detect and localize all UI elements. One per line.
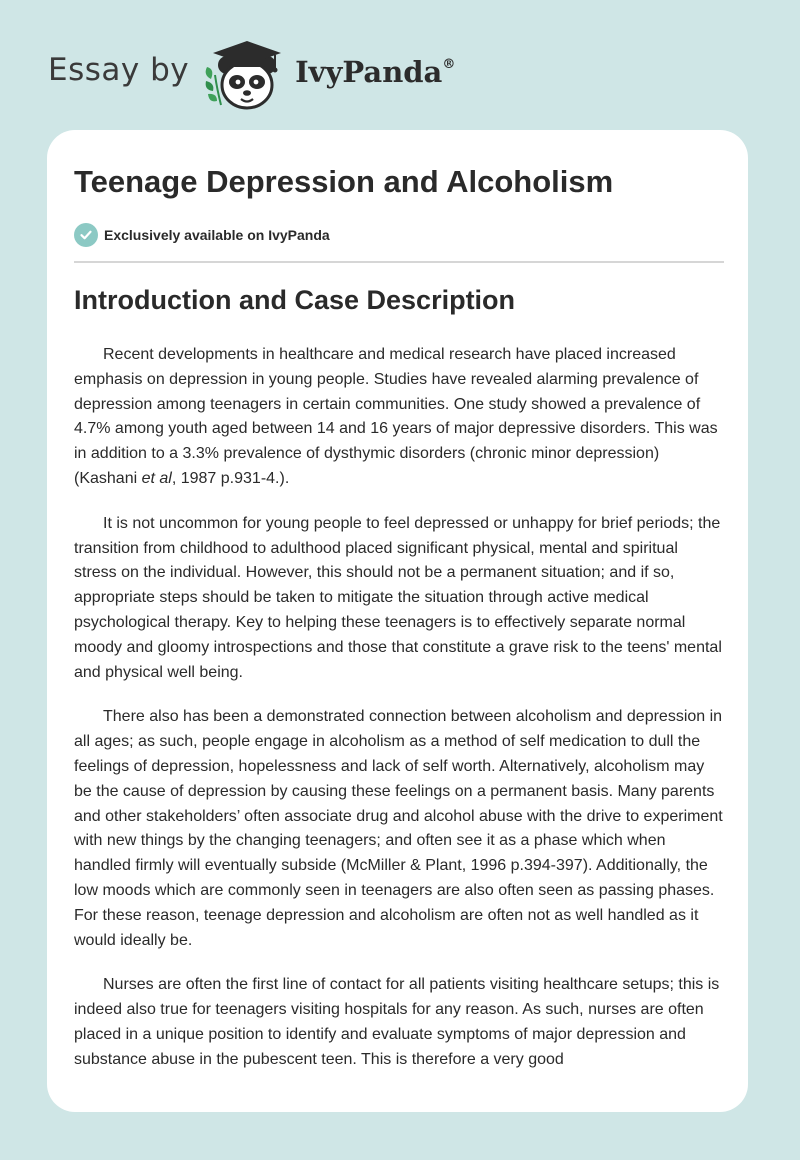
essay-by-label: Essay by <box>48 52 190 88</box>
check-circle-icon <box>74 223 98 247</box>
paragraph-1: Recent developments in healthcare and medical research have placed increased emphasis on depression in young people. Studies have revealed alarming prevalence of depression among teenagers in certain communities. One study showed a prevalence of 4.7% among youth aged between 14 and 16 years of major depressive disorders. This was in addition to a 3.3% prevalence of dysthymic disorders (chronic minor depression) (Kashani et al, 1987 p.931-4.). <box>74 346 718 487</box>
essay-title: Teenage Depression and Alcoholism <box>74 164 614 199</box>
divider <box>74 261 724 263</box>
paragraph-2: It is not uncommon for young people to feel depressed or unhappy for brief periods; the transition from childhood to adulthood placed significant physical, mental and spiritual stress on the individual. However, this should not be a permanent situation; and if so, appropriate steps should be taken to mitigate the situation through active medical psychological therapy. Key to helping these teenagers is to effectively separate normal moody and gloomy introspections and those that constitute a grave risk to the teens' mental and physical well being. <box>74 514 722 681</box>
registered-mark: ® <box>442 57 456 72</box>
site-header <box>48 34 455 114</box>
brand-name[interactable]: IvyPanda® <box>295 55 456 89</box>
essay-card <box>47 130 748 1112</box>
panda-logo-icon <box>203 35 287 113</box>
essay-body <box>74 343 724 1093</box>
exclusive-label: Exclusively available on IvyPanda <box>104 227 330 243</box>
paragraph-4: Nurses are often the first line of contact for all patients visiting healthcare setups; this is indeed also true for teenagers visiting hospitals for any reason. As such, nurses are often placed in a unique position to identify and evaluate symptoms of major depression and substance abuse in the pubescent teen. This is therefore a very good <box>74 976 720 1068</box>
exclusive-badge <box>74 223 330 247</box>
paragraph-3: There also has been a demonstrated connection between alcoholism and depression in all ages; as such, people engage in alcoholism as a method of self medication to dull the feelings of depression, hopelessness and lack of self worth. Alternatively, alcoholism may be the cause of depression by causing these feelings on a permanent basis. Many parents and other stakeholders’ often associate drug and alcohol abuse with the drive to experiment with new things by the changing teenagers; and often see it as a phase which when handled firmly will eventually subside (McMiller & Plant, 1996 p.394-397). Additionally, the low moods which are commonly seen in teenagers are also often seen as passing phases. For these reason, teenage depression and alcoholism are often not as well handled as it would ideally be. <box>74 708 723 949</box>
section-heading: Introduction and Case Description <box>74 285 516 315</box>
